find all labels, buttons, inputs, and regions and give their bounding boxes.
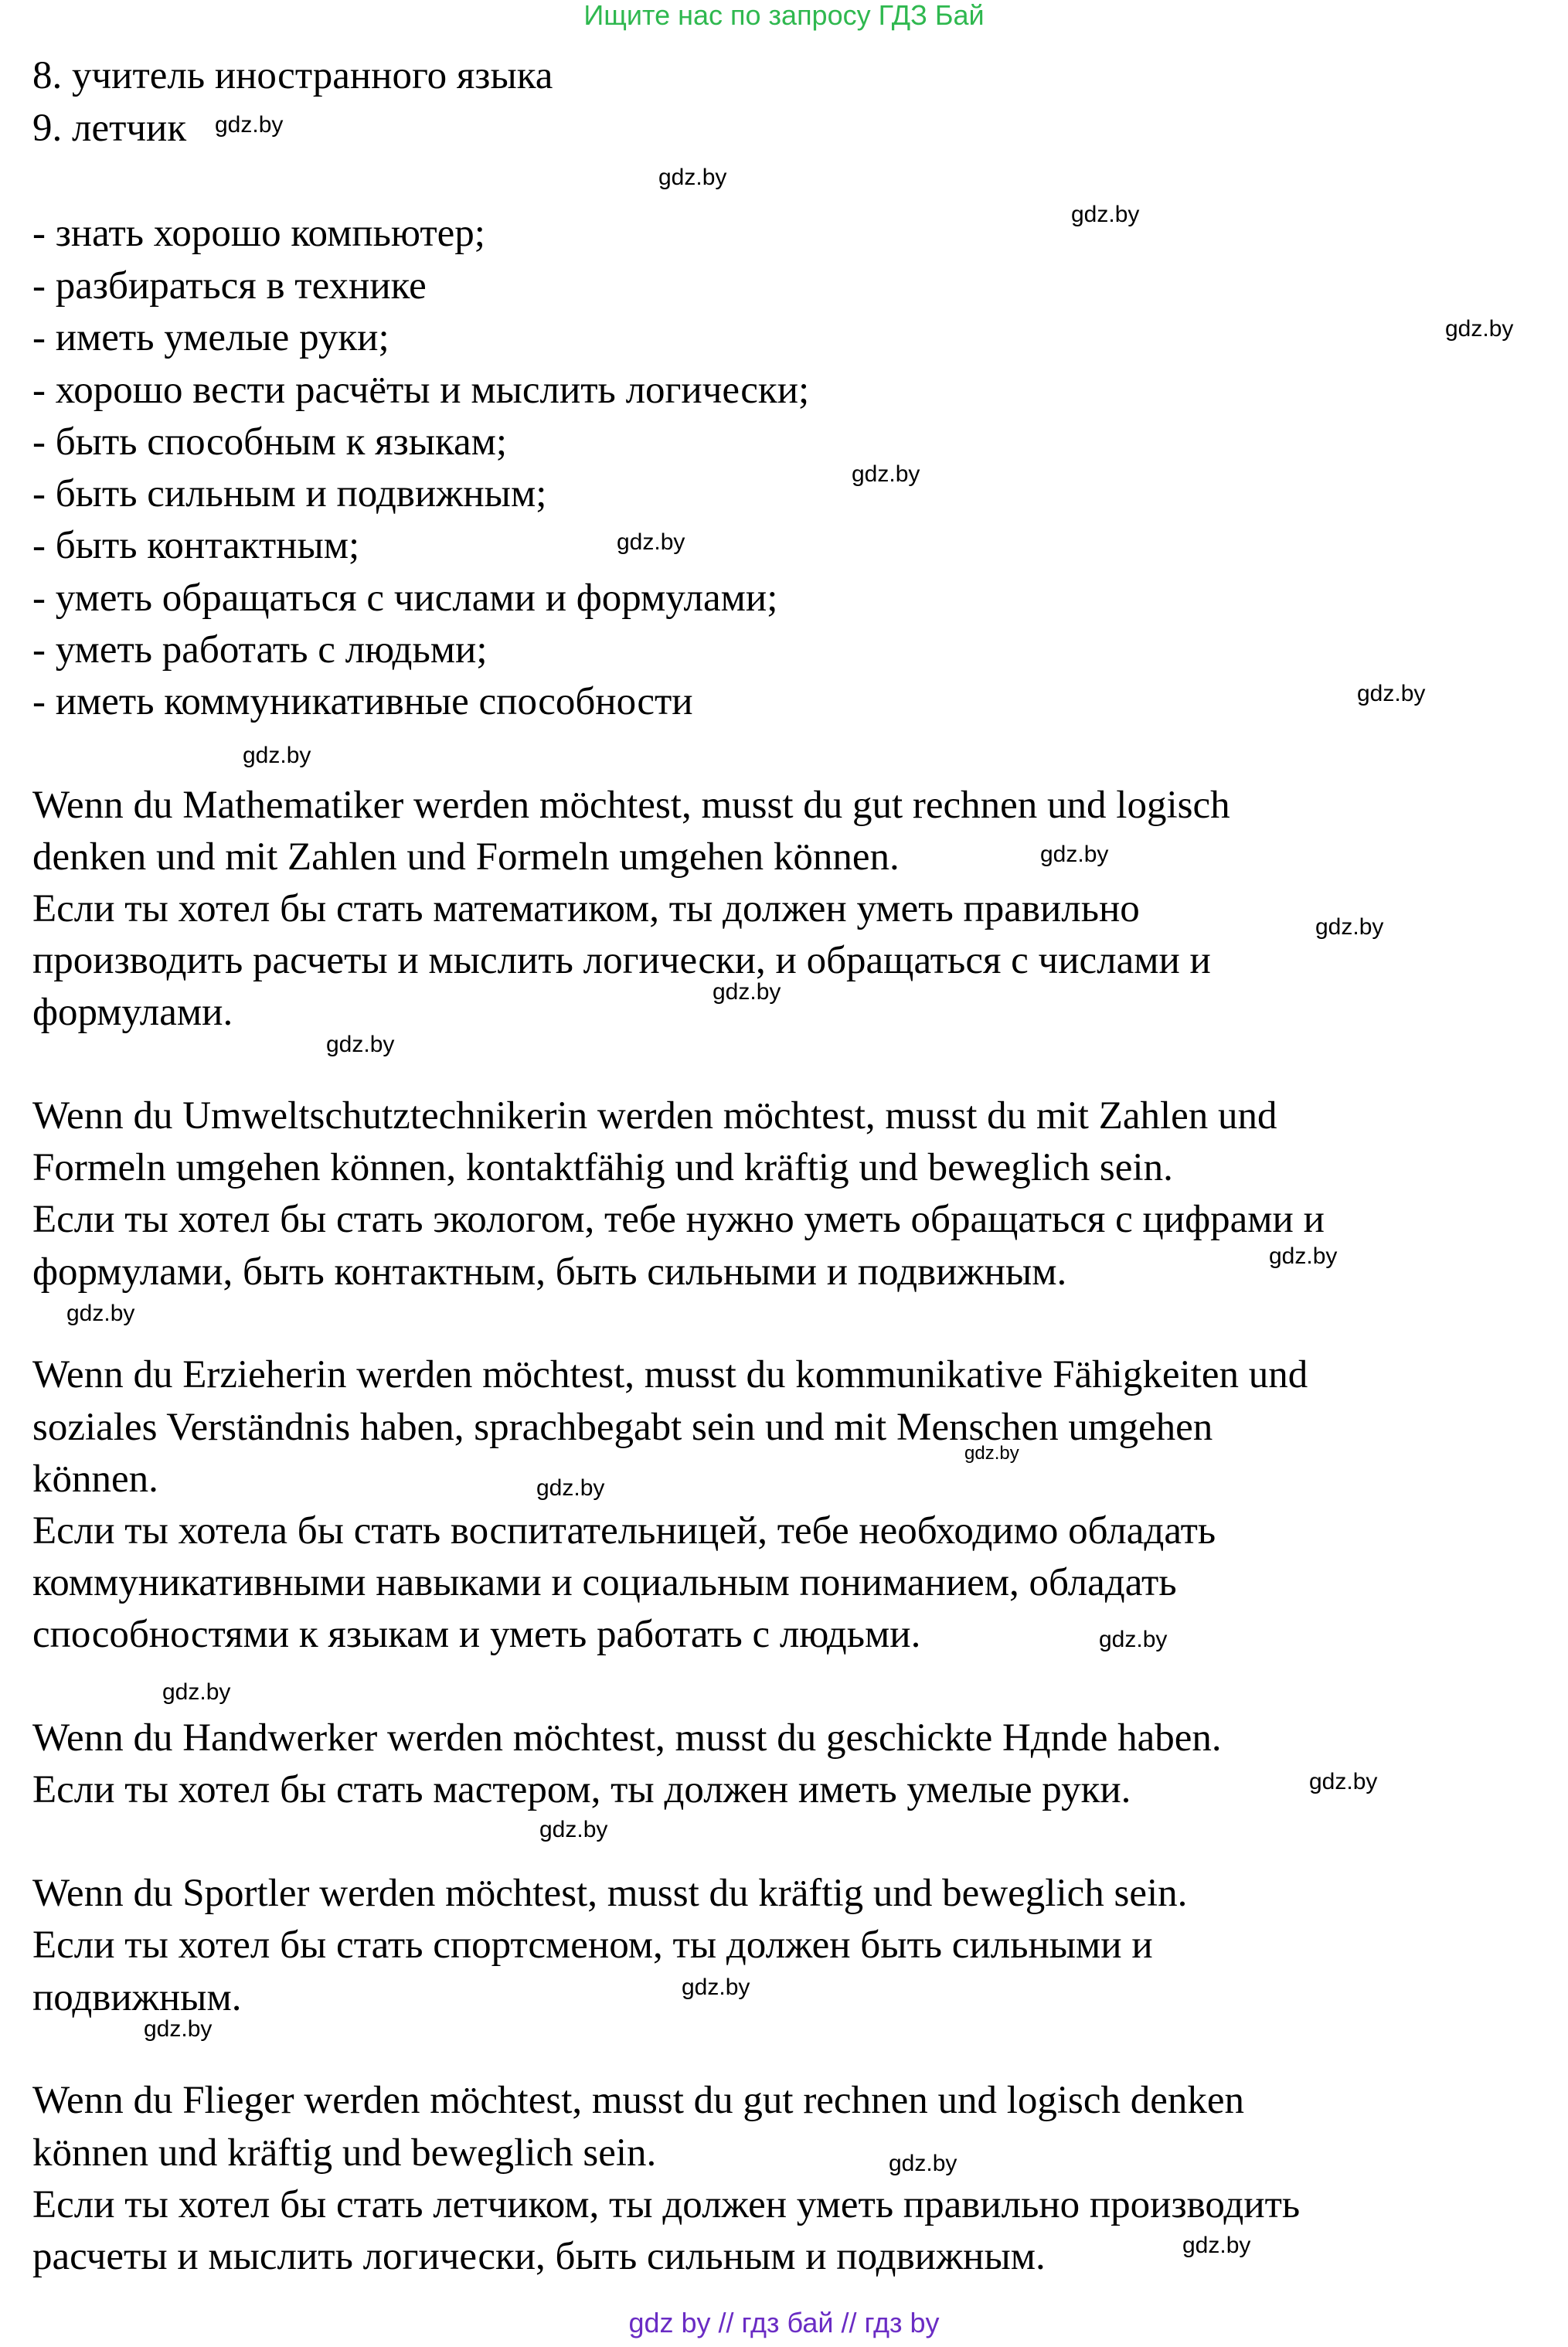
text-line: 9. летчик: [32, 107, 187, 150]
text-line: können.: [32, 1458, 158, 1501]
search-hint-banner: Ищите нас по запросу ГДЗ Бай: [583, 0, 985, 31]
text-line: Если ты хотела бы стать воспитательницей, тебе необходимо обладать: [32, 1509, 1216, 1553]
watermark: gdz.by: [326, 1032, 395, 1057]
text-line: - знать хорошо компьютер;: [32, 212, 485, 255]
text-line: коммуникативными навыками и социальным пониманием, обладать: [32, 1561, 1177, 1604]
footer-links: gdz by // гдз бай // гдз by: [628, 2307, 940, 2338]
text-line: расчеты и мыслить логически, быть сильным и подвижным.: [32, 2235, 1046, 2278]
watermark: gdz.by: [1040, 842, 1109, 867]
text-line: Wenn du Sportler werden möchtest, musst du kräftig und beweglich sein.: [32, 1872, 1188, 1915]
watermark: gdz.by: [144, 2016, 213, 2042]
watermark: gdz.by: [1309, 1769, 1378, 1794]
text-line: - быть контактным;: [32, 524, 360, 567]
watermark: gdz.by: [964, 1443, 1019, 1464]
watermark: gdz.by: [1099, 1627, 1168, 1652]
watermark: gdz.by: [243, 743, 311, 768]
text-line: 8. учитель иностранного языка: [32, 54, 553, 97]
text-line: - уметь работать с людьми;: [32, 628, 488, 672]
text-line: Wenn du Mathematiker werden möchtest, musst du gut rechnen und logisch: [32, 784, 1230, 827]
text-line: können und kräftig und beweglich sein.: [32, 2131, 657, 2175]
text-line: - быть сильным и подвижным;: [32, 472, 547, 515]
text-line: Если ты хотел бы стать мастером, ты должен иметь умелые руки.: [32, 1768, 1131, 1811]
text-line: Formeln umgehen können, kontaktfähig und kräftig und beweglich sein.: [32, 1146, 1173, 1189]
watermark: gdz.by: [66, 1301, 135, 1326]
text-line: производить расчеты и мыслить логически, и обращаться с числами и: [32, 939, 1211, 982]
watermark: gdz.by: [1445, 316, 1514, 342]
text-line: Если ты хотел бы стать экологом, тебе нужно уметь обращаться с цифрами и: [32, 1198, 1325, 1241]
text-line: - уметь обращаться с числами и формулами;: [32, 577, 778, 620]
watermark: gdz.by: [1315, 914, 1384, 940]
watermark: gdz.by: [1182, 2233, 1251, 2258]
text-line: Wenn du Handwerker werden möchtest, musst du geschickte Hдnde haben.: [32, 1716, 1222, 1760]
text-line: формулами, быть контактным, быть сильными и подвижным.: [32, 1250, 1067, 1294]
text-line: soziales Verständnis haben, sprachbegabt sein und mit Menschen umgehen: [32, 1406, 1213, 1449]
watermark: gdz.by: [1071, 202, 1140, 227]
watermark: gdz.by: [215, 112, 284, 138]
text-line: - быть способным к языкам;: [32, 420, 508, 464]
watermark: gdz.by: [889, 2151, 957, 2176]
watermark: gdz.by: [682, 1975, 750, 2000]
watermark: gdz.by: [1269, 1243, 1338, 1269]
text-line: Wenn du Umweltschutztechnikerin werden möchtest, musst du mit Zahlen und: [32, 1094, 1277, 1138]
watermark: gdz.by: [617, 529, 685, 555]
watermark: gdz.by: [1357, 681, 1426, 706]
text-line: - иметь умелые руки;: [32, 316, 389, 359]
text-line: denken und mit Zahlen und Formeln umgehen können.: [32, 835, 900, 879]
text-line: Если ты хотел бы стать математиком, ты должен уметь правильно: [32, 887, 1140, 930]
text-line: способностями к языкам и уметь работать с людьми.: [32, 1613, 921, 1656]
watermark: gdz.by: [713, 979, 781, 1005]
watermark: gdz.by: [536, 1475, 605, 1501]
watermark: gdz.by: [539, 1817, 608, 1842]
text-line: Wenn du Flieger werden möchtest, musst du gut rechnen und logisch denken: [32, 2079, 1245, 2122]
watermark: gdz.by: [658, 165, 727, 190]
text-line: - хорошо вести расчёты и мыслить логически;: [32, 369, 810, 412]
text-line: - иметь коммуникативные способности: [32, 680, 693, 723]
text-line: Если ты хотел бы стать летчиком, ты должен уметь правильно производить: [32, 2183, 1301, 2226]
text-line: - разбираться в технике: [32, 264, 427, 308]
watermark: gdz.by: [162, 1679, 231, 1705]
watermark: gdz.by: [852, 461, 920, 487]
text-line: Если ты хотел бы стать спортсменом, ты должен быть сильными и: [32, 1924, 1153, 1967]
text-line: подвижным.: [32, 1976, 242, 2019]
text-line: формулами.: [32, 991, 233, 1034]
text-line: Wenn du Erzieherin werden möchtest, musst du kommunikative Fähigkeiten und: [32, 1353, 1308, 1396]
